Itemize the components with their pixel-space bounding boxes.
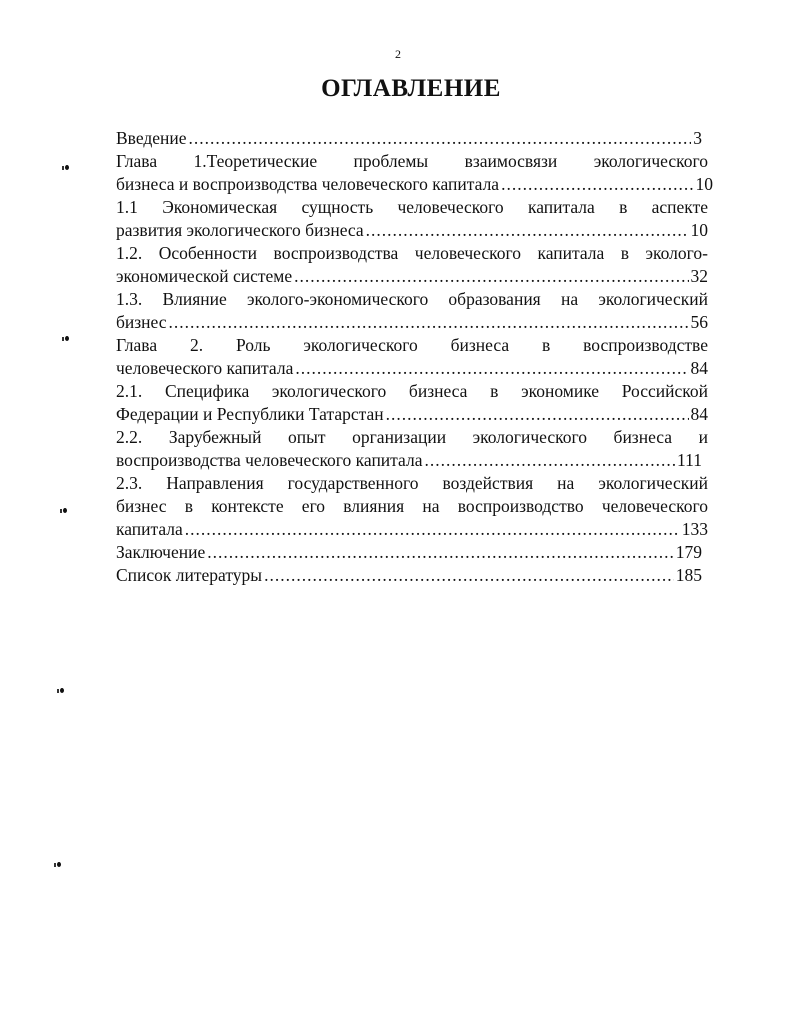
page-number: 2 xyxy=(395,47,401,61)
dot-leader xyxy=(264,564,674,587)
toc-entry-text: 2.1. Специфика экологического бизнеса в экономике Российской xyxy=(116,381,708,401)
toc-entry-text: капитала xyxy=(116,519,183,539)
toc-entry-section-1-1[interactable] xyxy=(116,196,708,242)
toc-entry-page: 32 xyxy=(690,266,708,286)
toc-entry-page: 10 xyxy=(695,174,713,194)
toc-entry-text: 2.2. Зарубежный опыт организации экологического бизнеса и xyxy=(116,427,708,447)
toc-entry-page: 56 xyxy=(690,312,708,332)
dot-leader xyxy=(189,127,692,150)
toc-entry-page: 185 xyxy=(675,565,702,585)
toc-entry-page: 133 xyxy=(681,519,708,539)
scan-speck xyxy=(62,165,68,171)
toc-entry-text: экономической системе xyxy=(116,266,293,286)
toc-entry-text: 1.1 Экономическая сущность человеческого капитала в аспекте xyxy=(116,197,708,217)
toc-entry-text: развития экологического бизнеса xyxy=(116,220,364,240)
scan-speck xyxy=(62,336,68,342)
dot-leader xyxy=(185,518,680,541)
toc-entry-references[interactable] xyxy=(116,564,708,587)
toc-entry-page: 3 xyxy=(693,128,702,148)
toc-entry-chapter-2[interactable] xyxy=(116,334,708,380)
toc-entry-label: Заключение xyxy=(116,542,206,562)
toc-entry-section-1-3[interactable] xyxy=(116,288,708,334)
toc-entry-text: 1.2. Особенности воспроизводства человеческого капитала в эколого- xyxy=(116,243,708,263)
dot-leader xyxy=(424,449,675,472)
scan-speck xyxy=(60,508,66,514)
toc-entry-conclusion[interactable] xyxy=(116,541,708,564)
dot-leader xyxy=(295,357,688,380)
dot-leader xyxy=(169,311,689,334)
toc-entry-page: 111 xyxy=(677,450,702,470)
page-title: ОГЛАВЛЕНИЕ xyxy=(321,75,501,102)
dot-leader xyxy=(386,403,689,426)
toc-entry-page: 84 xyxy=(690,358,708,378)
toc-entry-text: Федерации и Республики Татарстан xyxy=(116,404,384,424)
scan-speck xyxy=(54,862,60,868)
toc-entry-section-2-1[interactable] xyxy=(116,380,708,426)
dot-leader xyxy=(501,173,693,196)
toc-entry-page: 179 xyxy=(675,542,702,562)
toc-entry-introduction[interactable] xyxy=(116,127,708,150)
toc-entry-text: бизнеса и воспроизводства человеческого капитала xyxy=(116,174,500,194)
toc-entry-section-1-2[interactable] xyxy=(116,242,708,288)
toc-entry-text: 2.3. Направления государственного воздействия на экологический xyxy=(116,473,708,493)
toc-entry-page: 10 xyxy=(690,220,708,240)
scan-speck xyxy=(57,688,63,694)
toc-entry-page: 84 xyxy=(690,404,708,424)
toc-entry-text: 1.3. Влияние эколого-экономического образования на экологический xyxy=(116,289,708,309)
table-of-contents xyxy=(116,127,713,587)
dot-leader xyxy=(207,541,674,564)
toc-entry-text: Глава 2. Роль экологического бизнеса в воспроизводстве xyxy=(116,335,708,355)
toc-entry-section-2-2[interactable] xyxy=(116,426,708,472)
toc-entry-text: бизнес в контексте его влияния на воспроизводство человеческого xyxy=(116,496,708,516)
toc-entry-label: Введение xyxy=(116,128,187,148)
dot-leader xyxy=(366,219,689,242)
toc-entry-text: человеческого капитала xyxy=(116,358,294,378)
toc-entry-text: Глава 1.Теоретические проблемы взаимосвязи экологического xyxy=(116,151,708,171)
toc-entry-label: Список литературы xyxy=(116,565,263,585)
toc-entry-section-2-3[interactable] xyxy=(116,472,708,541)
dot-leader xyxy=(294,265,688,288)
toc-entry-text: воспроизводства человеческого капитала xyxy=(116,450,423,470)
toc-entry-text: бизнес xyxy=(116,312,167,332)
toc-entry-chapter-1[interactable] xyxy=(116,150,713,196)
